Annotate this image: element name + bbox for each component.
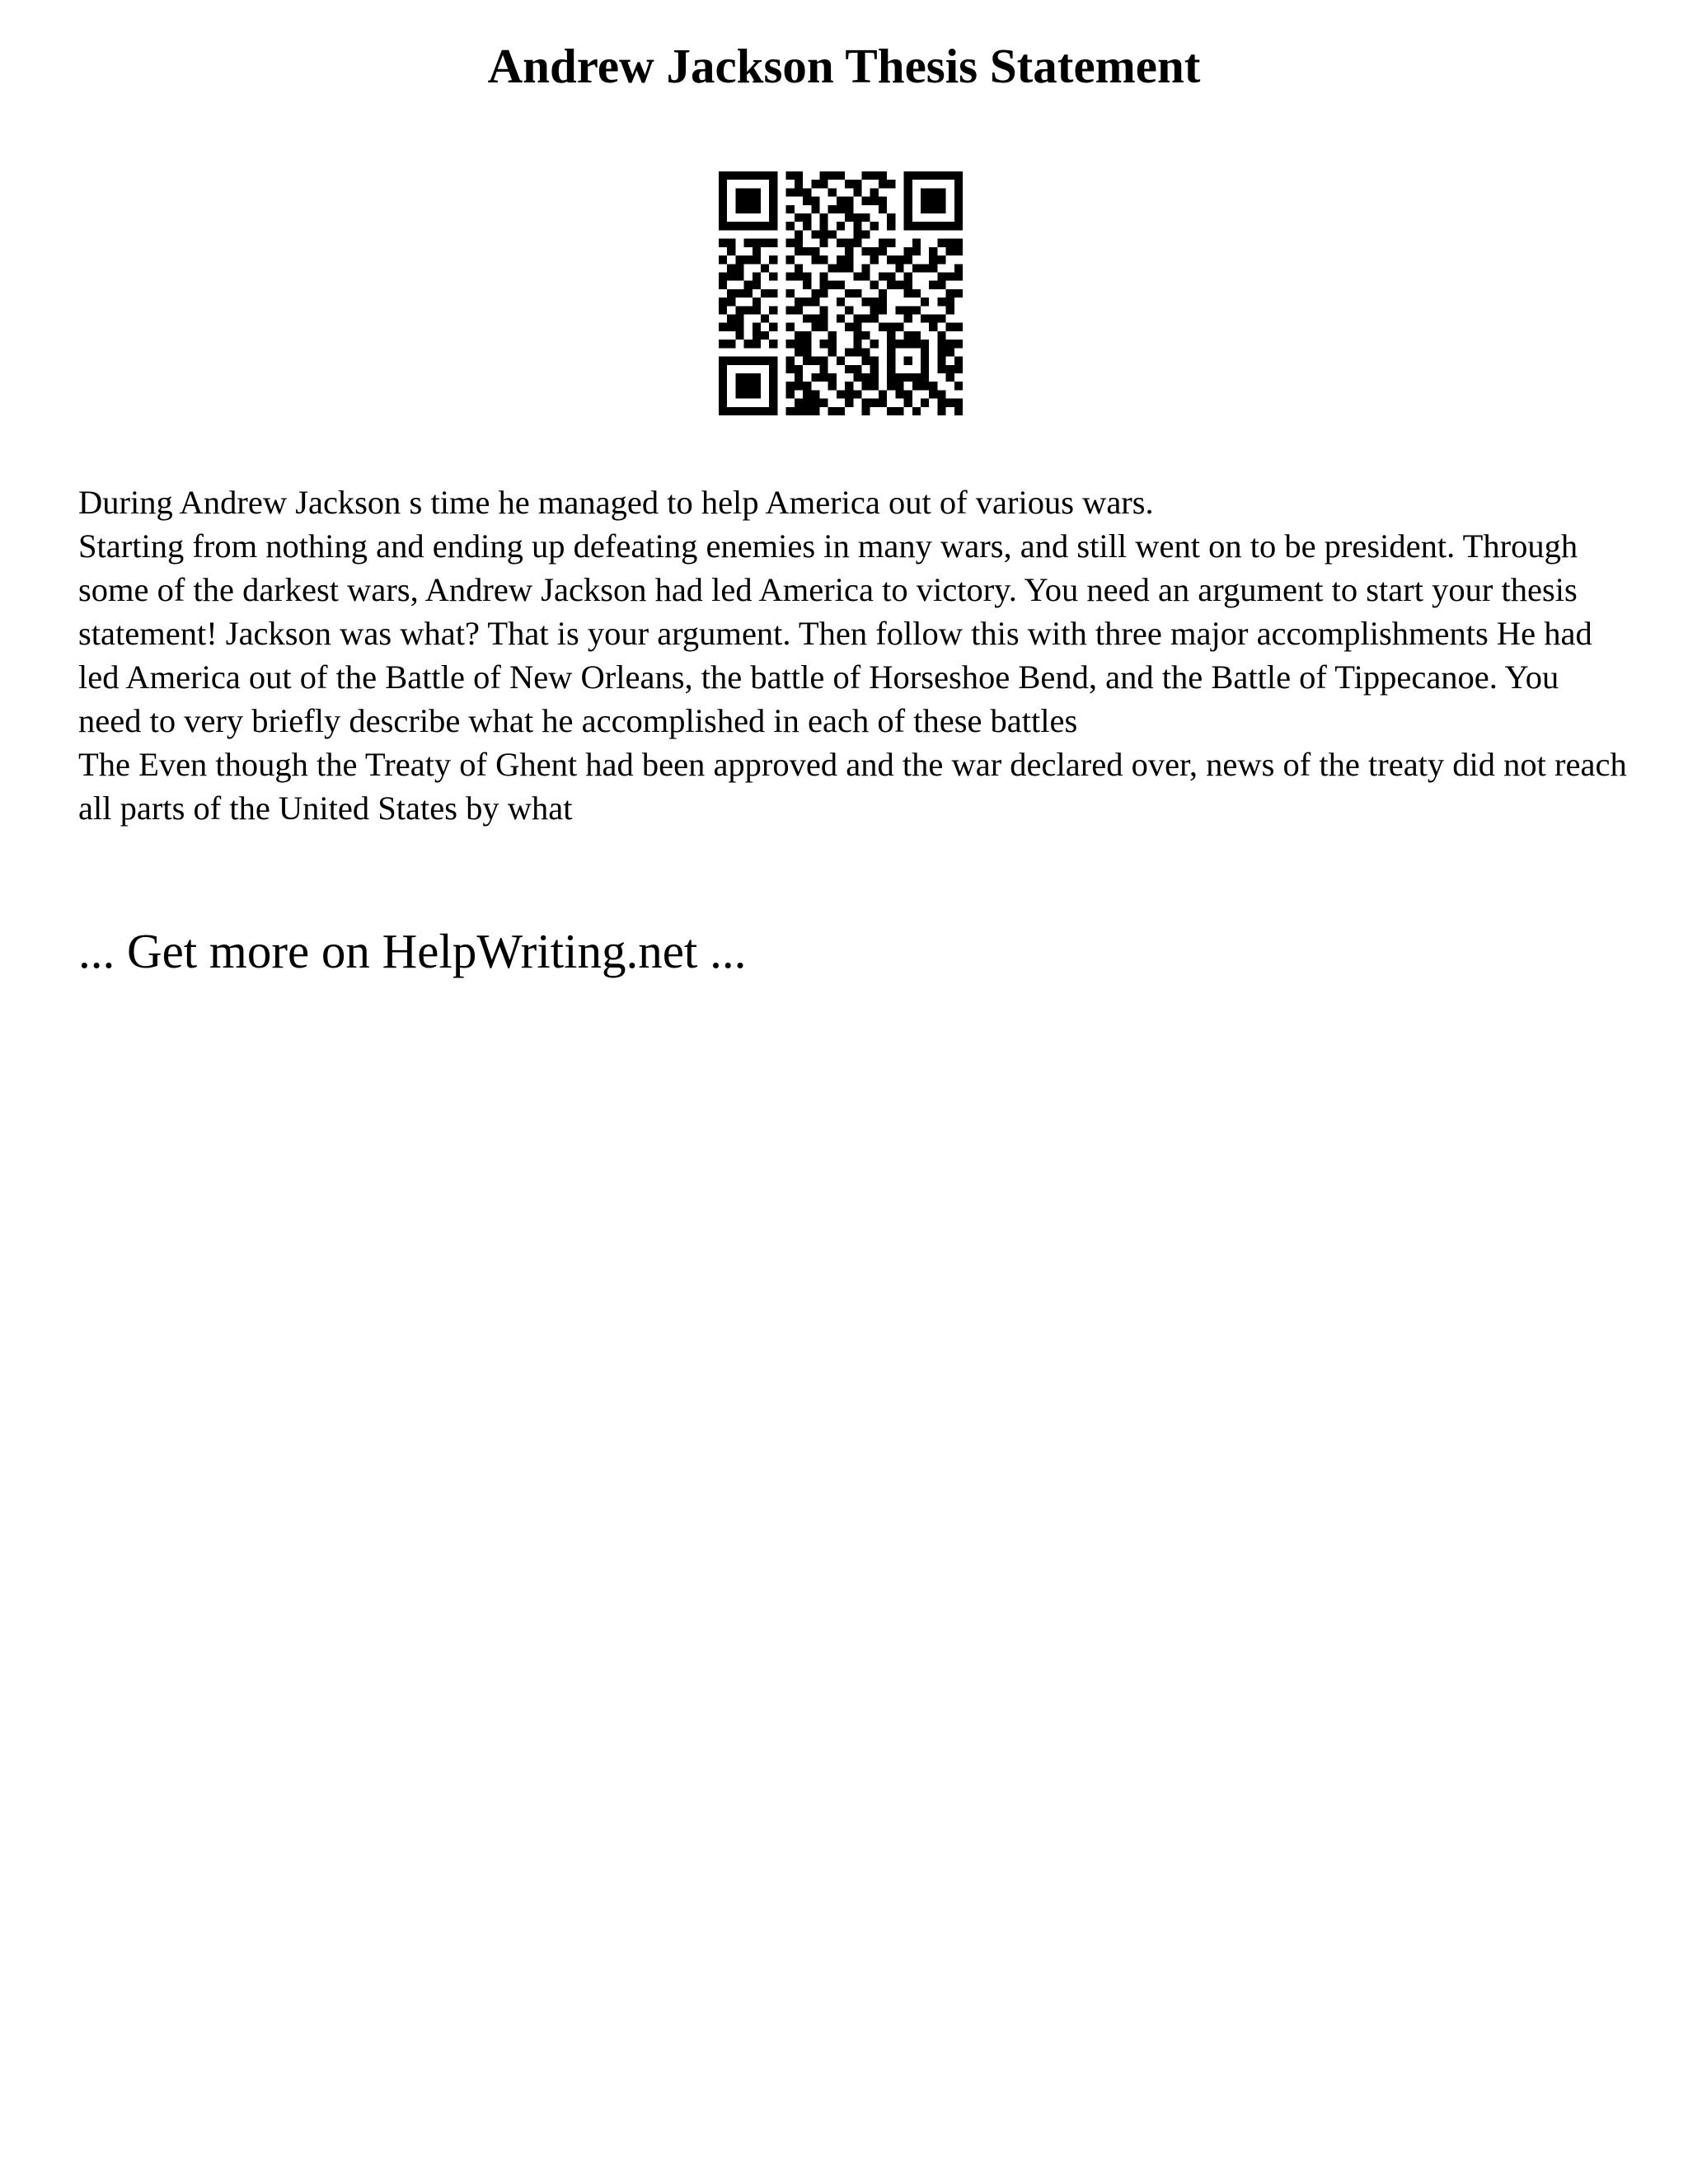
paragraph-main: Starting from nothing and ending up defeating enemies in many wars, and still went on to be president. Through some of the darkest wars, Andrew Jackson had led America to victory. You need an argument to start your thesis statement! Jackson was what? That is your argument. Then follow this with three major accomplishments He had led America out of the Battle of New Orleans, the battle of Horseshoe Bend, and the Battle of Tippecanoe. You need to very briefly describe what he accomplished in each of these battles <box>78 527 1592 739</box>
get-more-link[interactable]: ... Get more on HelpWriting.net ... <box>78 924 747 978</box>
document-body <box>78 480 1628 830</box>
qr-code-icon[interactable] <box>719 171 963 415</box>
paragraph-treaty: The Even though the Treaty of Ghent had been approved and the war declared over, news of the treaty did not reach all parts of the United States by what <box>78 746 1627 827</box>
paragraph-intro: During Andrew Jackson s time he managed to help America out of various wars. <box>78 484 1154 521</box>
page-title: Andrew Jackson Thesis Statement <box>487 39 1201 93</box>
